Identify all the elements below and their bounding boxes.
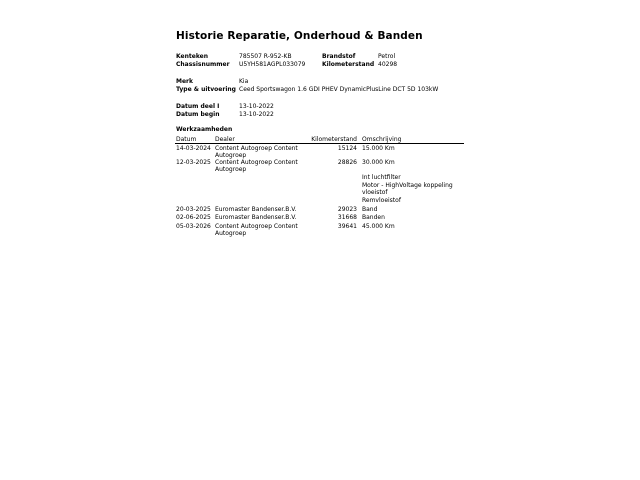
table-row — [0, 159, 640, 173]
kilometerstand-label: Kilometerstand — [322, 61, 375, 68]
row-description: 30.000 Km — [362, 159, 395, 166]
row-km: 39641 — [337, 223, 357, 230]
row-date: 12-03-2025 — [176, 159, 211, 166]
row-description: 45.000 Km — [362, 223, 395, 230]
row-description: Banden — [362, 214, 385, 221]
row-description: Motor - HighVoltage koppeling vloeistof — [362, 182, 453, 196]
datum-begin-value: 13-10-2022 — [239, 111, 274, 118]
row-dealer: Content Autogroep Content Autogroep — [215, 223, 298, 237]
header-rule — [175, 143, 464, 144]
brandstof-value: Petrol — [378, 53, 396, 60]
row-description: Remvloeistof — [362, 197, 401, 204]
row-description: 15.000 Km — [362, 145, 395, 152]
row-description: Band — [362, 206, 378, 213]
row-km: 31668 — [337, 214, 357, 221]
kilometerstand-value: 40298 — [378, 61, 398, 68]
chassis-value: U5YH581AGPL033079 — [239, 61, 306, 68]
row-km: 15124 — [337, 145, 357, 152]
table-row — [0, 223, 640, 237]
row-date: 20-03-2025 — [176, 206, 211, 213]
row-dealer: Content Autogroep Content Autogroep — [215, 159, 298, 173]
column-header-kilometerstand: Kilometerstand — [311, 136, 357, 143]
datum-deel-label: Datum deel I — [176, 103, 220, 110]
werkzaamheden-title: Werkzaamheden — [176, 126, 233, 133]
kenteken-value: 785507 R-952-KB — [239, 53, 292, 60]
datum-begin-label: Datum begin — [176, 111, 220, 118]
table-row — [0, 182, 640, 196]
row-date: 14-03-2024 — [176, 145, 211, 152]
column-header-datum: Datum — [176, 136, 197, 143]
row-description: Int luchtfilter — [362, 174, 401, 181]
datum-deel-value: 13-10-2022 — [239, 103, 274, 110]
type-value: Ceed Sportswagon 1.6 GDI PHEV DynamicPlusLine DCT 5D 103kW — [239, 86, 439, 93]
type-label: Type & uitvoering — [176, 86, 236, 93]
brandstof-label: Brandstof — [322, 53, 356, 60]
table-row — [0, 145, 640, 159]
row-km: 28826 — [337, 159, 357, 166]
merk-label: Merk — [176, 78, 193, 85]
merk-value: Kia — [239, 78, 249, 85]
row-date: 05-03-2026 — [176, 223, 211, 230]
row-km: 29023 — [337, 206, 357, 213]
row-date: 02-06-2025 — [176, 214, 211, 221]
row-dealer: Content Autogroep Content Autogroep — [215, 145, 298, 159]
column-header-omschrijving: Omschrijving — [362, 136, 402, 143]
page-title: Historie Reparatie, Onderhoud & Banden — [176, 30, 423, 42]
kenteken-label: Kenteken — [176, 53, 208, 60]
row-dealer: Euromaster Bandenser.B.V. — [215, 214, 297, 221]
chassis-label: Chassisnummer — [176, 61, 230, 68]
column-header-dealer: Dealer — [215, 136, 235, 143]
row-dealer: Euromaster Bandenser.B.V. — [215, 206, 297, 213]
